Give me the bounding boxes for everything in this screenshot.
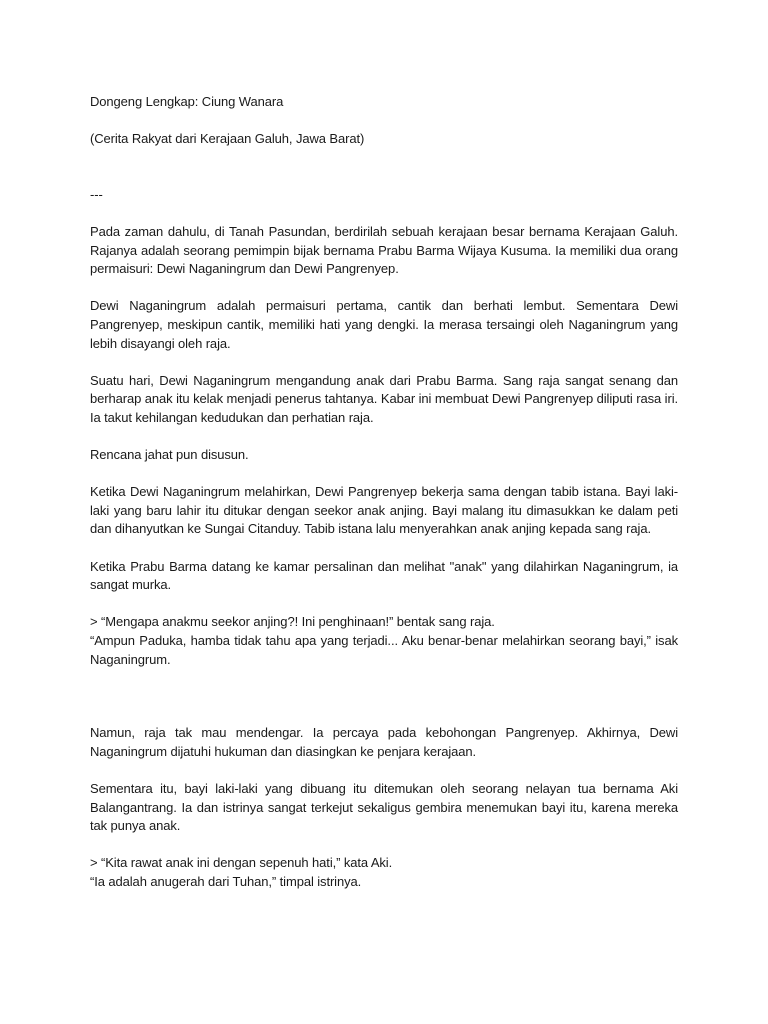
quote-line: “Ia adalah anugerah dari Tuhan,” timpal istrinya. <box>90 873 362 889</box>
quote-line: > “Mengapa anakmu seekor anjing?! Ini penghinaan!” bentak sang raja. <box>90 614 495 630</box>
paragraph: Ketika Prabu Barma datang ke kamar persalinan dan melihat "anak" yang dilahirkan Naganingrum, ia sangat murka. <box>90 558 678 593</box>
paragraph: Namun, raja tak mau mendengar. Ia percaya pada kebohongan Pangrenyep. Akhirnya, Dewi Naganingrum dijatuhi hukuman dan diasingkan ke penjara kerajaan. <box>90 725 678 759</box>
paragraph: Suatu hari, Dewi Naganingrum mengandung anak dari Prabu Barma. Sang raja sangat senang dan berharap anak itu kelak menjadi penerus tahtanya. Kabar ini membuat Dewi Pangrenyep diliputi rasa iri. Ia takut kehilangan kedudukan dan perhatian raja. <box>90 372 678 425</box>
paragraph: Pada zaman dahulu, di Tanah Pasundan, berdirilah sebuah kerajaan besar bernama Kerajaan Galuh. Rajanya adalah seorang pemimpin bijak bernama Prabu Barma Wijaya Kusuma. Ia memiliki dua orang permaisuri: Dewi Naganingrum dan Dewi Pangrenyep. <box>90 223 678 277</box>
document-subtitle: (Cerita Rakyat dari Kerajaan Galuh, Jawa Barat) <box>90 131 365 147</box>
paragraph: Sementara itu, bayi laki-laki yang dibuang itu ditemukan oleh seorang nelayan tua bernama Aki Balangantrang. Ia dan istrinya sangat terkejut sekaligus gembira menemukan bayi itu, karena mereka tak punya anak. <box>90 781 678 834</box>
document-title: Dongeng Lengkap: Ciung Wanara <box>90 94 284 109</box>
quote-line: > “Kita rawat anak ini dengan sepenuh hati,” kata Aki. <box>90 855 393 871</box>
separator: --- <box>90 186 103 202</box>
document-page <box>90 93 678 892</box>
paragraph: Dewi Naganingrum adalah permaisuri pertama, cantik dan berhati lembut. Sementara Dewi Pangrenyep, meskipun cantik, memiliki hati yang dengki. Ia merasa tersaingi oleh Naganingrum yang lebih disayangi oleh raja. <box>90 298 678 351</box>
paragraph: Ketika Dewi Naganingrum melahirkan, Dewi Pangrenyep bekerja sama dengan tabib istana. Bayi laki-laki yang baru lahir itu ditukar dengan seekor anak anjing. Bayi malang itu dimasukkan ke dalam peti dan dihanyutkan ke Sungai Citanduy. Tabib istana lalu menyerahkan anak anjing kepada sang raja. <box>90 484 678 537</box>
paragraph: Rencana jahat pun disusun. <box>90 447 249 463</box>
quote-line: “Ampun Paduka, hamba tidak tahu apa yang terjadi... Aku benar-benar melahirkan seorang bayi,” isak Naganingrum. <box>90 633 678 667</box>
